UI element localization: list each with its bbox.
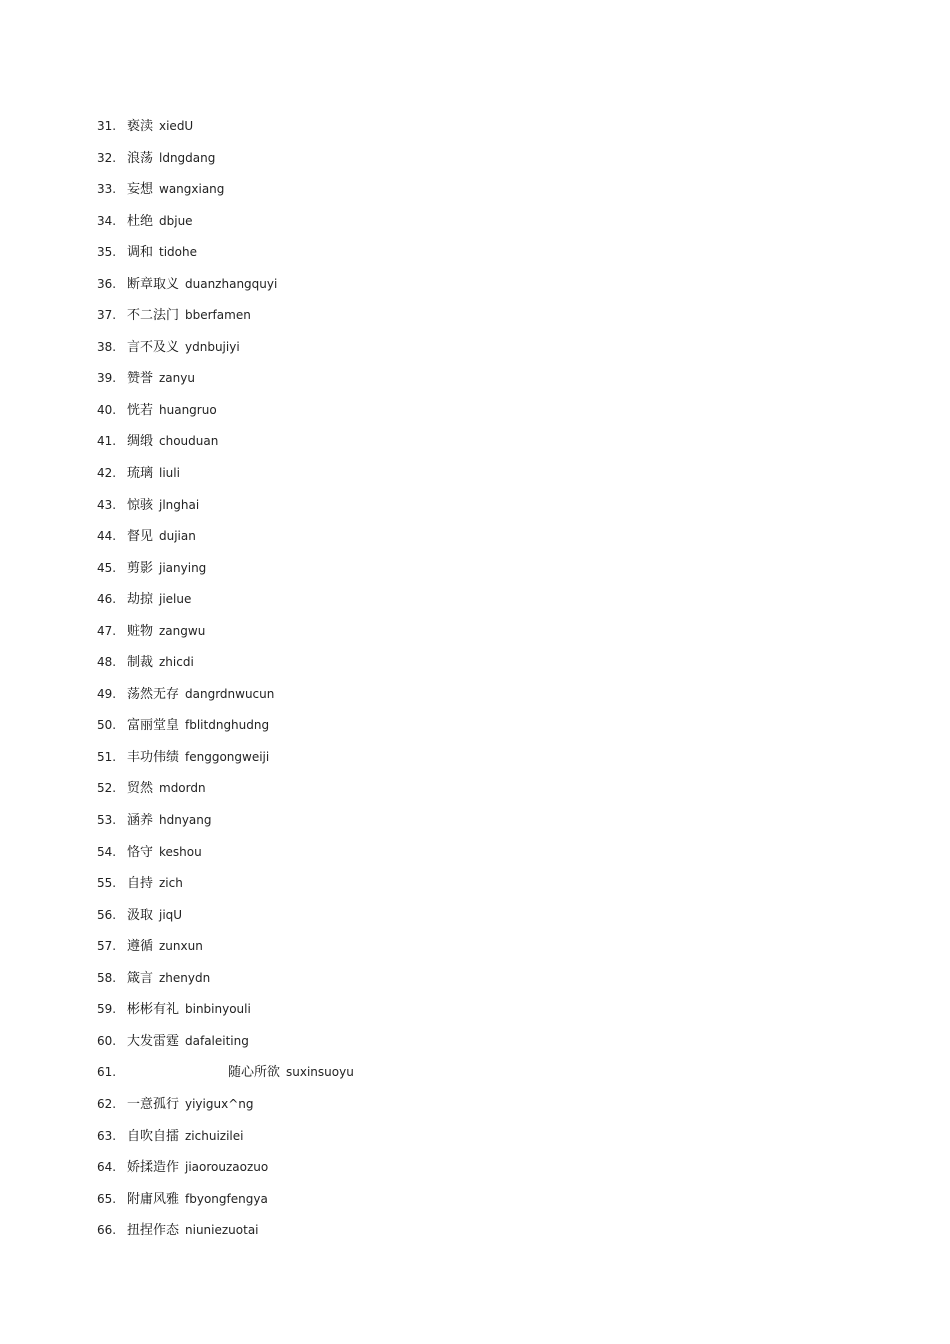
list-item [97,148,354,180]
item-pinyin: duanzhangquyi [185,276,278,291]
item-number: 40. [97,402,117,417]
item-number: 61. [97,1065,117,1080]
item-word: 一意孤行 [127,1096,180,1112]
item-number: 33. [97,182,117,197]
list-item [97,526,354,558]
item-pinyin: dafaleiting [185,1033,249,1048]
list-item [97,968,354,1000]
item-number: 58. [97,970,117,985]
list-item [97,1031,354,1063]
item-word: 剪影 [127,560,154,576]
list-item [97,305,354,337]
item-pinyin: suxinsuoyu [286,1065,354,1080]
item-number: 53. [97,813,117,828]
item-pinyin: xiedU [159,119,194,133]
item-pinyin: zichuizilei [185,1128,244,1143]
list-item [97,936,354,968]
item-number: 50. [97,718,117,733]
list-item [97,842,354,874]
item-pinyin: mdordn [159,781,206,796]
item-number: 65. [97,1191,117,1206]
list-item [97,589,354,621]
list-item [97,652,354,684]
item-pinyin: ydnbujiyi [185,339,240,354]
item-number: 59. [97,1002,117,1017]
item-word: 涵养 [127,813,154,829]
item-word: 亵渎 [127,119,154,134]
item-word: 惊骇 [127,497,154,513]
item-pinyin: dujian [159,529,196,544]
list-item [97,810,354,842]
item-number: 43. [97,497,117,512]
item-pinyin: tidohe [159,245,197,260]
item-word: 杜绝 [127,213,154,229]
item-word: 言不及义 [127,339,180,355]
item-word: 督见 [127,529,154,545]
item-number: 31. [97,119,117,133]
item-number: 63. [97,1128,117,1143]
item-pinyin: fenggongweiji [185,749,270,764]
item-number: 47. [97,623,117,638]
list-item [97,558,354,590]
item-pinyin: jianying [159,560,207,575]
item-number: 45. [97,560,117,575]
item-pinyin: binbinyouli [185,1002,251,1017]
item-word: 调和 [127,245,154,261]
item-number: 60. [97,1033,117,1048]
item-word: 汲取 [127,907,154,923]
item-pinyin: wangxiang [159,182,225,197]
vocabulary-list [97,116,354,1252]
item-word: 箴言 [127,970,154,986]
list-item [97,400,354,432]
item-number: 54. [97,844,117,859]
list-item [97,1157,354,1189]
item-pinyin: jielue [159,592,192,607]
list-item [97,211,354,243]
item-word: 浪荡 [127,150,154,166]
item-pinyin: chouduan [159,434,219,449]
list-item [97,337,354,369]
item-number: 57. [97,939,117,954]
item-word: 随心所欲 [228,1065,281,1081]
list-item [97,1189,354,1221]
item-number: 55. [97,876,117,891]
item-pinyin: huangruo [159,402,217,417]
list-item [97,1094,354,1126]
item-pinyin: hdnyang [159,813,212,828]
item-number: 34. [97,213,117,228]
item-word: 大发雷霆 [127,1033,180,1049]
item-pinyin: zanyu [159,371,195,386]
item-number: 39. [97,371,117,386]
list-item [97,873,354,905]
item-word: 自吹自擂 [127,1128,180,1144]
item-word: 扭捏作态 [127,1223,180,1239]
item-word: 娇揉造作 [127,1160,180,1176]
item-word: 绸缎 [127,434,154,450]
item-word: 恍若 [127,402,154,418]
item-number: 51. [97,749,117,764]
item-word: 断章取义 [127,276,180,292]
list-item [97,116,354,148]
item-pinyin: zhicdi [159,655,194,670]
item-number: 49. [97,686,117,701]
item-number: 44. [97,529,117,544]
item-pinyin: yiyigux^ng [185,1096,254,1111]
item-pinyin: dbjue [159,213,193,228]
item-pinyin: bberfamen [185,308,251,323]
item-word: 琉璃 [127,466,154,482]
item-number: 32. [97,150,117,165]
list-item [97,1220,354,1252]
list-item [97,431,354,463]
item-number: 64. [97,1160,117,1175]
list-item [97,715,354,747]
item-number: 42. [97,466,117,481]
list-item [97,684,354,716]
item-pinyin: jiqU [159,907,183,922]
item-word: 富丽堂皇 [127,718,180,734]
item-pinyin: zunxun [159,939,203,954]
item-number: 48. [97,655,117,670]
item-pinyin: niuniezuotai [185,1223,259,1238]
item-number: 62. [97,1096,117,1111]
list-item [97,179,354,211]
item-number: 37. [97,308,117,323]
list-item [97,747,354,779]
item-number: 36. [97,276,117,291]
item-number: 46. [97,592,117,607]
item-word: 贸然 [127,781,154,797]
item-pinyin: dangrdnwucun [185,686,275,701]
item-word: 不二法门 [127,308,180,324]
list-item [97,242,354,274]
list-item [97,495,354,527]
item-number: 56. [97,907,117,922]
item-pinyin: liuli [159,466,180,481]
list-item [97,1126,354,1158]
item-number: 41. [97,434,117,449]
item-word: 丰功伟绩 [127,749,180,765]
item-pinyin: zangwu [159,623,206,638]
list-item [97,463,354,495]
item-pinyin: ldngdang [159,150,216,165]
item-pinyin: zich [159,876,183,891]
item-word: 荡然无存 [127,686,180,702]
list-item [97,999,354,1031]
item-word: 附庸风雅 [127,1191,180,1207]
item-pinyin: zhenydn [159,970,211,985]
item-pinyin: keshou [159,844,202,859]
list-item [97,621,354,653]
item-pinyin: jiaorouzaozuo [185,1160,269,1175]
item-word: 赞誉 [127,371,154,387]
item-word: 遵循 [127,939,154,955]
item-word: 制裁 [127,655,154,671]
item-word: 彬彬有礼 [127,1002,180,1018]
item-word: 自持 [127,876,154,892]
item-number: 35. [97,245,117,260]
item-number: 66. [97,1223,117,1238]
item-number: 38. [97,339,117,354]
item-number: 52. [97,781,117,796]
list-item [97,1062,354,1094]
item-pinyin: fbyongfengya [185,1191,268,1206]
item-word: 恪守 [127,844,154,860]
item-word: 劫掠 [127,592,154,608]
list-item [97,905,354,937]
item-word: 妄想 [127,182,154,198]
list-item [97,274,354,306]
item-pinyin: fblitdnghudng [185,718,270,733]
list-item [97,368,354,400]
item-word: 赃物 [127,623,154,639]
item-pinyin: jlnghai [159,497,200,512]
list-item [97,778,354,810]
